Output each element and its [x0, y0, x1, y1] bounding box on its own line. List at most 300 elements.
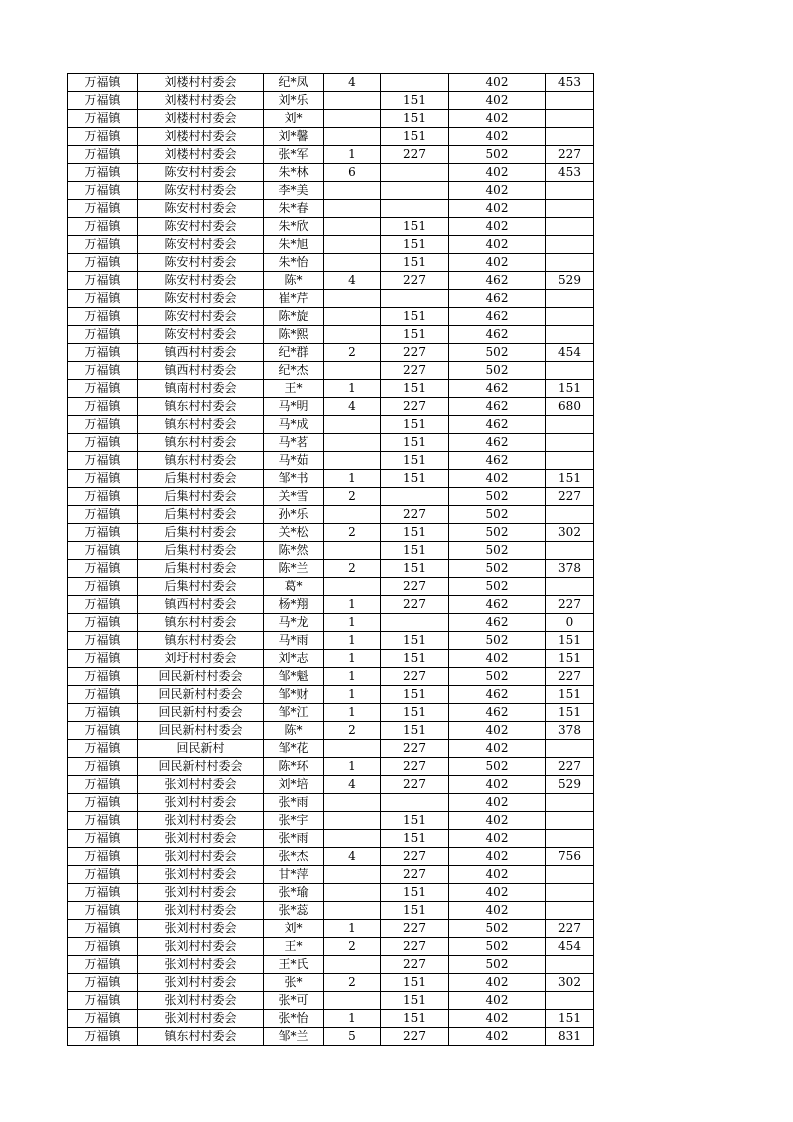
amount-b-cell: 502: [449, 578, 546, 596]
amount-b-cell: 502: [449, 488, 546, 506]
table-row: [68, 506, 594, 524]
name-cell: 王*: [264, 938, 324, 956]
village-cell: 张刘村村委会: [138, 830, 264, 848]
household-count-cell: [324, 182, 381, 200]
amount-b-cell: 402: [449, 740, 546, 758]
amount-a-cell: 227: [381, 272, 449, 290]
total-cell: [546, 236, 594, 254]
town-cell: 万福镇: [68, 866, 138, 884]
household-count-cell: 2: [324, 488, 381, 506]
amount-b-cell: 402: [449, 470, 546, 488]
name-cell: 纪*杰: [264, 362, 324, 380]
table-row: [68, 578, 594, 596]
total-cell: [546, 218, 594, 236]
amount-a-cell: 151: [381, 902, 449, 920]
village-cell: 回民新村: [138, 740, 264, 758]
household-count-cell: [324, 578, 381, 596]
town-cell: 万福镇: [68, 434, 138, 452]
town-cell: 万福镇: [68, 380, 138, 398]
village-cell: 镇东村村委会: [138, 398, 264, 416]
total-cell: 151: [546, 632, 594, 650]
village-cell: 回民新村村委会: [138, 758, 264, 776]
table-row: [68, 380, 594, 398]
town-cell: 万福镇: [68, 560, 138, 578]
village-cell: 镇东村村委会: [138, 614, 264, 632]
name-cell: 张*可: [264, 992, 324, 1010]
table-row: [68, 488, 594, 506]
amount-b-cell: 502: [449, 920, 546, 938]
town-cell: 万福镇: [68, 290, 138, 308]
table-row: [68, 560, 594, 578]
table-row: [68, 596, 594, 614]
amount-a-cell: 151: [381, 812, 449, 830]
table-row: [68, 290, 594, 308]
household-count-cell: [324, 866, 381, 884]
total-cell: 227: [546, 668, 594, 686]
amount-b-cell: 462: [449, 290, 546, 308]
household-count-cell: 2: [324, 974, 381, 992]
town-cell: 万福镇: [68, 146, 138, 164]
name-cell: 马*明: [264, 398, 324, 416]
amount-b-cell: 502: [449, 938, 546, 956]
amount-b-cell: 402: [449, 866, 546, 884]
total-cell: [546, 110, 594, 128]
table-row: [68, 830, 594, 848]
table-row: [68, 722, 594, 740]
table-row: [68, 884, 594, 902]
household-count-cell: 4: [324, 74, 381, 92]
village-cell: 后集村村委会: [138, 542, 264, 560]
total-cell: 151: [546, 1010, 594, 1028]
total-cell: [546, 128, 594, 146]
name-cell: 朱*林: [264, 164, 324, 182]
total-cell: 680: [546, 398, 594, 416]
amount-a-cell: 227: [381, 668, 449, 686]
total-cell: [546, 254, 594, 272]
total-cell: 151: [546, 650, 594, 668]
name-cell: 关*松: [264, 524, 324, 542]
town-cell: 万福镇: [68, 956, 138, 974]
town-cell: 万福镇: [68, 452, 138, 470]
household-count-cell: [324, 506, 381, 524]
amount-b-cell: 462: [449, 452, 546, 470]
village-cell: 张刘村村委会: [138, 884, 264, 902]
town-cell: 万福镇: [68, 704, 138, 722]
table-body: [68, 74, 594, 1046]
amount-b-cell: 462: [449, 596, 546, 614]
town-cell: 万福镇: [68, 830, 138, 848]
town-cell: 万福镇: [68, 362, 138, 380]
amount-a-cell: 227: [381, 776, 449, 794]
name-cell: 陈*旋: [264, 308, 324, 326]
name-cell: 张*雨: [264, 830, 324, 848]
village-cell: 后集村村委会: [138, 488, 264, 506]
amount-b-cell: 462: [449, 272, 546, 290]
amount-a-cell: 151: [381, 236, 449, 254]
name-cell: 甘*萍: [264, 866, 324, 884]
total-cell: 302: [546, 974, 594, 992]
name-cell: 张*蕊: [264, 902, 324, 920]
total-cell: 454: [546, 344, 594, 362]
table-row: [68, 110, 594, 128]
village-cell: 张刘村村委会: [138, 938, 264, 956]
amount-a-cell: 151: [381, 974, 449, 992]
name-cell: 杨*翔: [264, 596, 324, 614]
household-count-cell: [324, 308, 381, 326]
household-count-cell: [324, 236, 381, 254]
name-cell: 朱*旭: [264, 236, 324, 254]
household-count-cell: [324, 200, 381, 218]
town-cell: 万福镇: [68, 668, 138, 686]
village-cell: 镇东村村委会: [138, 1028, 264, 1046]
total-cell: 227: [546, 146, 594, 164]
table-row: [68, 74, 594, 92]
town-cell: 万福镇: [68, 92, 138, 110]
amount-a-cell: 151: [381, 1010, 449, 1028]
amount-b-cell: 402: [449, 182, 546, 200]
village-cell: 陈安村村委会: [138, 200, 264, 218]
total-cell: 151: [546, 686, 594, 704]
amount-a-cell: 227: [381, 596, 449, 614]
amount-a-cell: 151: [381, 884, 449, 902]
amount-b-cell: 402: [449, 902, 546, 920]
total-cell: [546, 200, 594, 218]
town-cell: 万福镇: [68, 776, 138, 794]
amount-a-cell: 227: [381, 938, 449, 956]
total-cell: [546, 956, 594, 974]
town-cell: 万福镇: [68, 272, 138, 290]
town-cell: 万福镇: [68, 128, 138, 146]
amount-a-cell: [381, 290, 449, 308]
name-cell: 张*雨: [264, 794, 324, 812]
village-cell: 后集村村委会: [138, 560, 264, 578]
amount-a-cell: 227: [381, 866, 449, 884]
village-cell: 张刘村村委会: [138, 866, 264, 884]
total-cell: [546, 830, 594, 848]
village-cell: 回民新村村委会: [138, 668, 264, 686]
name-cell: 张*: [264, 974, 324, 992]
household-count-cell: [324, 452, 381, 470]
name-cell: 张*怡: [264, 1010, 324, 1028]
amount-a-cell: 151: [381, 380, 449, 398]
amount-a-cell: 227: [381, 362, 449, 380]
total-cell: [546, 794, 594, 812]
town-cell: 万福镇: [68, 1028, 138, 1046]
total-cell: [546, 866, 594, 884]
amount-a-cell: 151: [381, 308, 449, 326]
amount-a-cell: [381, 182, 449, 200]
amount-b-cell: 462: [449, 326, 546, 344]
table-row: [68, 128, 594, 146]
household-count-cell: 1: [324, 614, 381, 632]
amount-a-cell: [381, 614, 449, 632]
total-cell: 227: [546, 596, 594, 614]
village-cell: 镇东村村委会: [138, 632, 264, 650]
household-count-cell: 5: [324, 1028, 381, 1046]
village-cell: 刘楼村村委会: [138, 110, 264, 128]
name-cell: 陈*: [264, 272, 324, 290]
town-cell: 万福镇: [68, 470, 138, 488]
table-row: [68, 326, 594, 344]
data-table: [67, 73, 594, 1046]
village-cell: 张刘村村委会: [138, 992, 264, 1010]
household-count-cell: 1: [324, 920, 381, 938]
village-cell: 刘楼村村委会: [138, 128, 264, 146]
village-cell: 后集村村委会: [138, 506, 264, 524]
household-count-cell: 1: [324, 470, 381, 488]
village-cell: 陈安村村委会: [138, 164, 264, 182]
village-cell: 后集村村委会: [138, 524, 264, 542]
table-row: [68, 794, 594, 812]
amount-a-cell: [381, 74, 449, 92]
amount-b-cell: 502: [449, 956, 546, 974]
town-cell: 万福镇: [68, 722, 138, 740]
amount-a-cell: 151: [381, 722, 449, 740]
town-cell: 万福镇: [68, 542, 138, 560]
town-cell: 万福镇: [68, 884, 138, 902]
name-cell: 朱*怡: [264, 254, 324, 272]
table-row: [68, 416, 594, 434]
amount-b-cell: 502: [449, 668, 546, 686]
amount-a-cell: 151: [381, 470, 449, 488]
amount-b-cell: 402: [449, 650, 546, 668]
name-cell: 邹*书: [264, 470, 324, 488]
village-cell: 回民新村村委会: [138, 722, 264, 740]
total-cell: 227: [546, 758, 594, 776]
table-row: [68, 470, 594, 488]
amount-a-cell: 151: [381, 254, 449, 272]
town-cell: 万福镇: [68, 398, 138, 416]
village-cell: 陈安村村委会: [138, 254, 264, 272]
table-row: [68, 200, 594, 218]
village-cell: 陈安村村委会: [138, 290, 264, 308]
amount-a-cell: 227: [381, 740, 449, 758]
town-cell: 万福镇: [68, 992, 138, 1010]
total-cell: [546, 92, 594, 110]
name-cell: 朱*欣: [264, 218, 324, 236]
name-cell: 邹*江: [264, 704, 324, 722]
table-row: [68, 686, 594, 704]
table-row: [68, 452, 594, 470]
amount-a-cell: 151: [381, 542, 449, 560]
household-count-cell: 1: [324, 146, 381, 164]
total-cell: 227: [546, 920, 594, 938]
town-cell: 万福镇: [68, 524, 138, 542]
town-cell: 万福镇: [68, 308, 138, 326]
household-count-cell: 1: [324, 758, 381, 776]
amount-a-cell: 151: [381, 992, 449, 1010]
household-count-cell: 1: [324, 596, 381, 614]
town-cell: 万福镇: [68, 254, 138, 272]
table-row: [68, 308, 594, 326]
amount-b-cell: 502: [449, 758, 546, 776]
amount-a-cell: 151: [381, 650, 449, 668]
household-count-cell: 1: [324, 650, 381, 668]
total-cell: 378: [546, 560, 594, 578]
town-cell: 万福镇: [68, 200, 138, 218]
name-cell: 邹*财: [264, 686, 324, 704]
amount-a-cell: 151: [381, 524, 449, 542]
household-count-cell: 1: [324, 668, 381, 686]
name-cell: 陈*熙: [264, 326, 324, 344]
household-count-cell: 2: [324, 938, 381, 956]
household-count-cell: 1: [324, 380, 381, 398]
village-cell: 张刘村村委会: [138, 974, 264, 992]
household-count-cell: 4: [324, 272, 381, 290]
table-row: [68, 146, 594, 164]
name-cell: 刘*: [264, 920, 324, 938]
amount-b-cell: 402: [449, 974, 546, 992]
household-count-cell: [324, 992, 381, 1010]
household-count-cell: 4: [324, 398, 381, 416]
amount-b-cell: 402: [449, 830, 546, 848]
household-count-cell: [324, 218, 381, 236]
village-cell: 张刘村村委会: [138, 956, 264, 974]
name-cell: 刘*培: [264, 776, 324, 794]
amount-b-cell: 402: [449, 92, 546, 110]
name-cell: 马*成: [264, 416, 324, 434]
total-cell: 151: [546, 380, 594, 398]
table-row: [68, 758, 594, 776]
village-cell: 陈安村村委会: [138, 236, 264, 254]
village-cell: 陈安村村委会: [138, 308, 264, 326]
total-cell: 378: [546, 722, 594, 740]
village-cell: 后集村村委会: [138, 578, 264, 596]
total-cell: 831: [546, 1028, 594, 1046]
name-cell: 刘*: [264, 110, 324, 128]
town-cell: 万福镇: [68, 758, 138, 776]
household-count-cell: 1: [324, 686, 381, 704]
table-row: [68, 938, 594, 956]
amount-b-cell: 402: [449, 776, 546, 794]
total-cell: [546, 740, 594, 758]
table-row: [68, 182, 594, 200]
household-count-cell: [324, 884, 381, 902]
amount-b-cell: 462: [449, 614, 546, 632]
household-count-cell: 2: [324, 524, 381, 542]
amount-b-cell: 462: [449, 686, 546, 704]
village-cell: 镇西村村委会: [138, 344, 264, 362]
total-cell: 529: [546, 272, 594, 290]
amount-b-cell: 402: [449, 812, 546, 830]
name-cell: 关*雪: [264, 488, 324, 506]
amount-b-cell: 402: [449, 218, 546, 236]
total-cell: [546, 182, 594, 200]
village-cell: 陈安村村委会: [138, 326, 264, 344]
amount-b-cell: 402: [449, 236, 546, 254]
household-count-cell: 2: [324, 722, 381, 740]
town-cell: 万福镇: [68, 578, 138, 596]
name-cell: 邹*兰: [264, 1028, 324, 1046]
town-cell: 万福镇: [68, 74, 138, 92]
village-cell: 陈安村村委会: [138, 218, 264, 236]
table-row: [68, 344, 594, 362]
amount-b-cell: 502: [449, 632, 546, 650]
amount-a-cell: [381, 794, 449, 812]
table-row: [68, 632, 594, 650]
name-cell: 邹*花: [264, 740, 324, 758]
village-cell: 镇东村村委会: [138, 434, 264, 452]
amount-b-cell: 402: [449, 884, 546, 902]
household-count-cell: 6: [324, 164, 381, 182]
household-count-cell: [324, 362, 381, 380]
household-count-cell: [324, 254, 381, 272]
amount-a-cell: 227: [381, 398, 449, 416]
amount-a-cell: 151: [381, 110, 449, 128]
name-cell: 李*美: [264, 182, 324, 200]
town-cell: 万福镇: [68, 650, 138, 668]
amount-b-cell: 502: [449, 524, 546, 542]
table-row: [68, 812, 594, 830]
total-cell: [546, 812, 594, 830]
household-count-cell: [324, 812, 381, 830]
total-cell: 151: [546, 470, 594, 488]
amount-a-cell: 227: [381, 920, 449, 938]
amount-a-cell: 227: [381, 344, 449, 362]
table-row: [68, 434, 594, 452]
town-cell: 万福镇: [68, 236, 138, 254]
name-cell: 王*氏: [264, 956, 324, 974]
amount-b-cell: 402: [449, 722, 546, 740]
village-cell: 刘楼村村委会: [138, 146, 264, 164]
name-cell: 刘*馨: [264, 128, 324, 146]
total-cell: [546, 326, 594, 344]
total-cell: [546, 578, 594, 596]
amount-a-cell: 151: [381, 416, 449, 434]
table-row: [68, 272, 594, 290]
total-cell: [546, 992, 594, 1010]
amount-b-cell: 402: [449, 1010, 546, 1028]
total-cell: 454: [546, 938, 594, 956]
household-count-cell: [324, 110, 381, 128]
town-cell: 万福镇: [68, 1010, 138, 1028]
town-cell: 万福镇: [68, 938, 138, 956]
name-cell: 马*雨: [264, 632, 324, 650]
village-cell: 刘圩村村委会: [138, 650, 264, 668]
amount-a-cell: [381, 200, 449, 218]
total-cell: [546, 362, 594, 380]
table-row: [68, 542, 594, 560]
total-cell: [546, 902, 594, 920]
household-count-cell: [324, 416, 381, 434]
total-cell: [546, 416, 594, 434]
household-count-cell: 2: [324, 344, 381, 362]
household-count-cell: [324, 956, 381, 974]
amount-b-cell: 402: [449, 848, 546, 866]
amount-a-cell: 151: [381, 704, 449, 722]
name-cell: 崔*芹: [264, 290, 324, 308]
amount-a-cell: 227: [381, 758, 449, 776]
village-cell: 张刘村村委会: [138, 902, 264, 920]
village-cell: 张刘村村委会: [138, 920, 264, 938]
table-row: [68, 1010, 594, 1028]
town-cell: 万福镇: [68, 848, 138, 866]
name-cell: 马*龙: [264, 614, 324, 632]
table-row: [68, 524, 594, 542]
amount-a-cell: 151: [381, 92, 449, 110]
table-row: [68, 1028, 594, 1046]
amount-a-cell: 227: [381, 578, 449, 596]
total-cell: [546, 434, 594, 452]
household-count-cell: [324, 434, 381, 452]
town-cell: 万福镇: [68, 182, 138, 200]
household-count-cell: 4: [324, 776, 381, 794]
name-cell: 张*军: [264, 146, 324, 164]
amount-a-cell: 227: [381, 146, 449, 164]
table-row: [68, 974, 594, 992]
name-cell: 葛*: [264, 578, 324, 596]
table-row: [68, 902, 594, 920]
